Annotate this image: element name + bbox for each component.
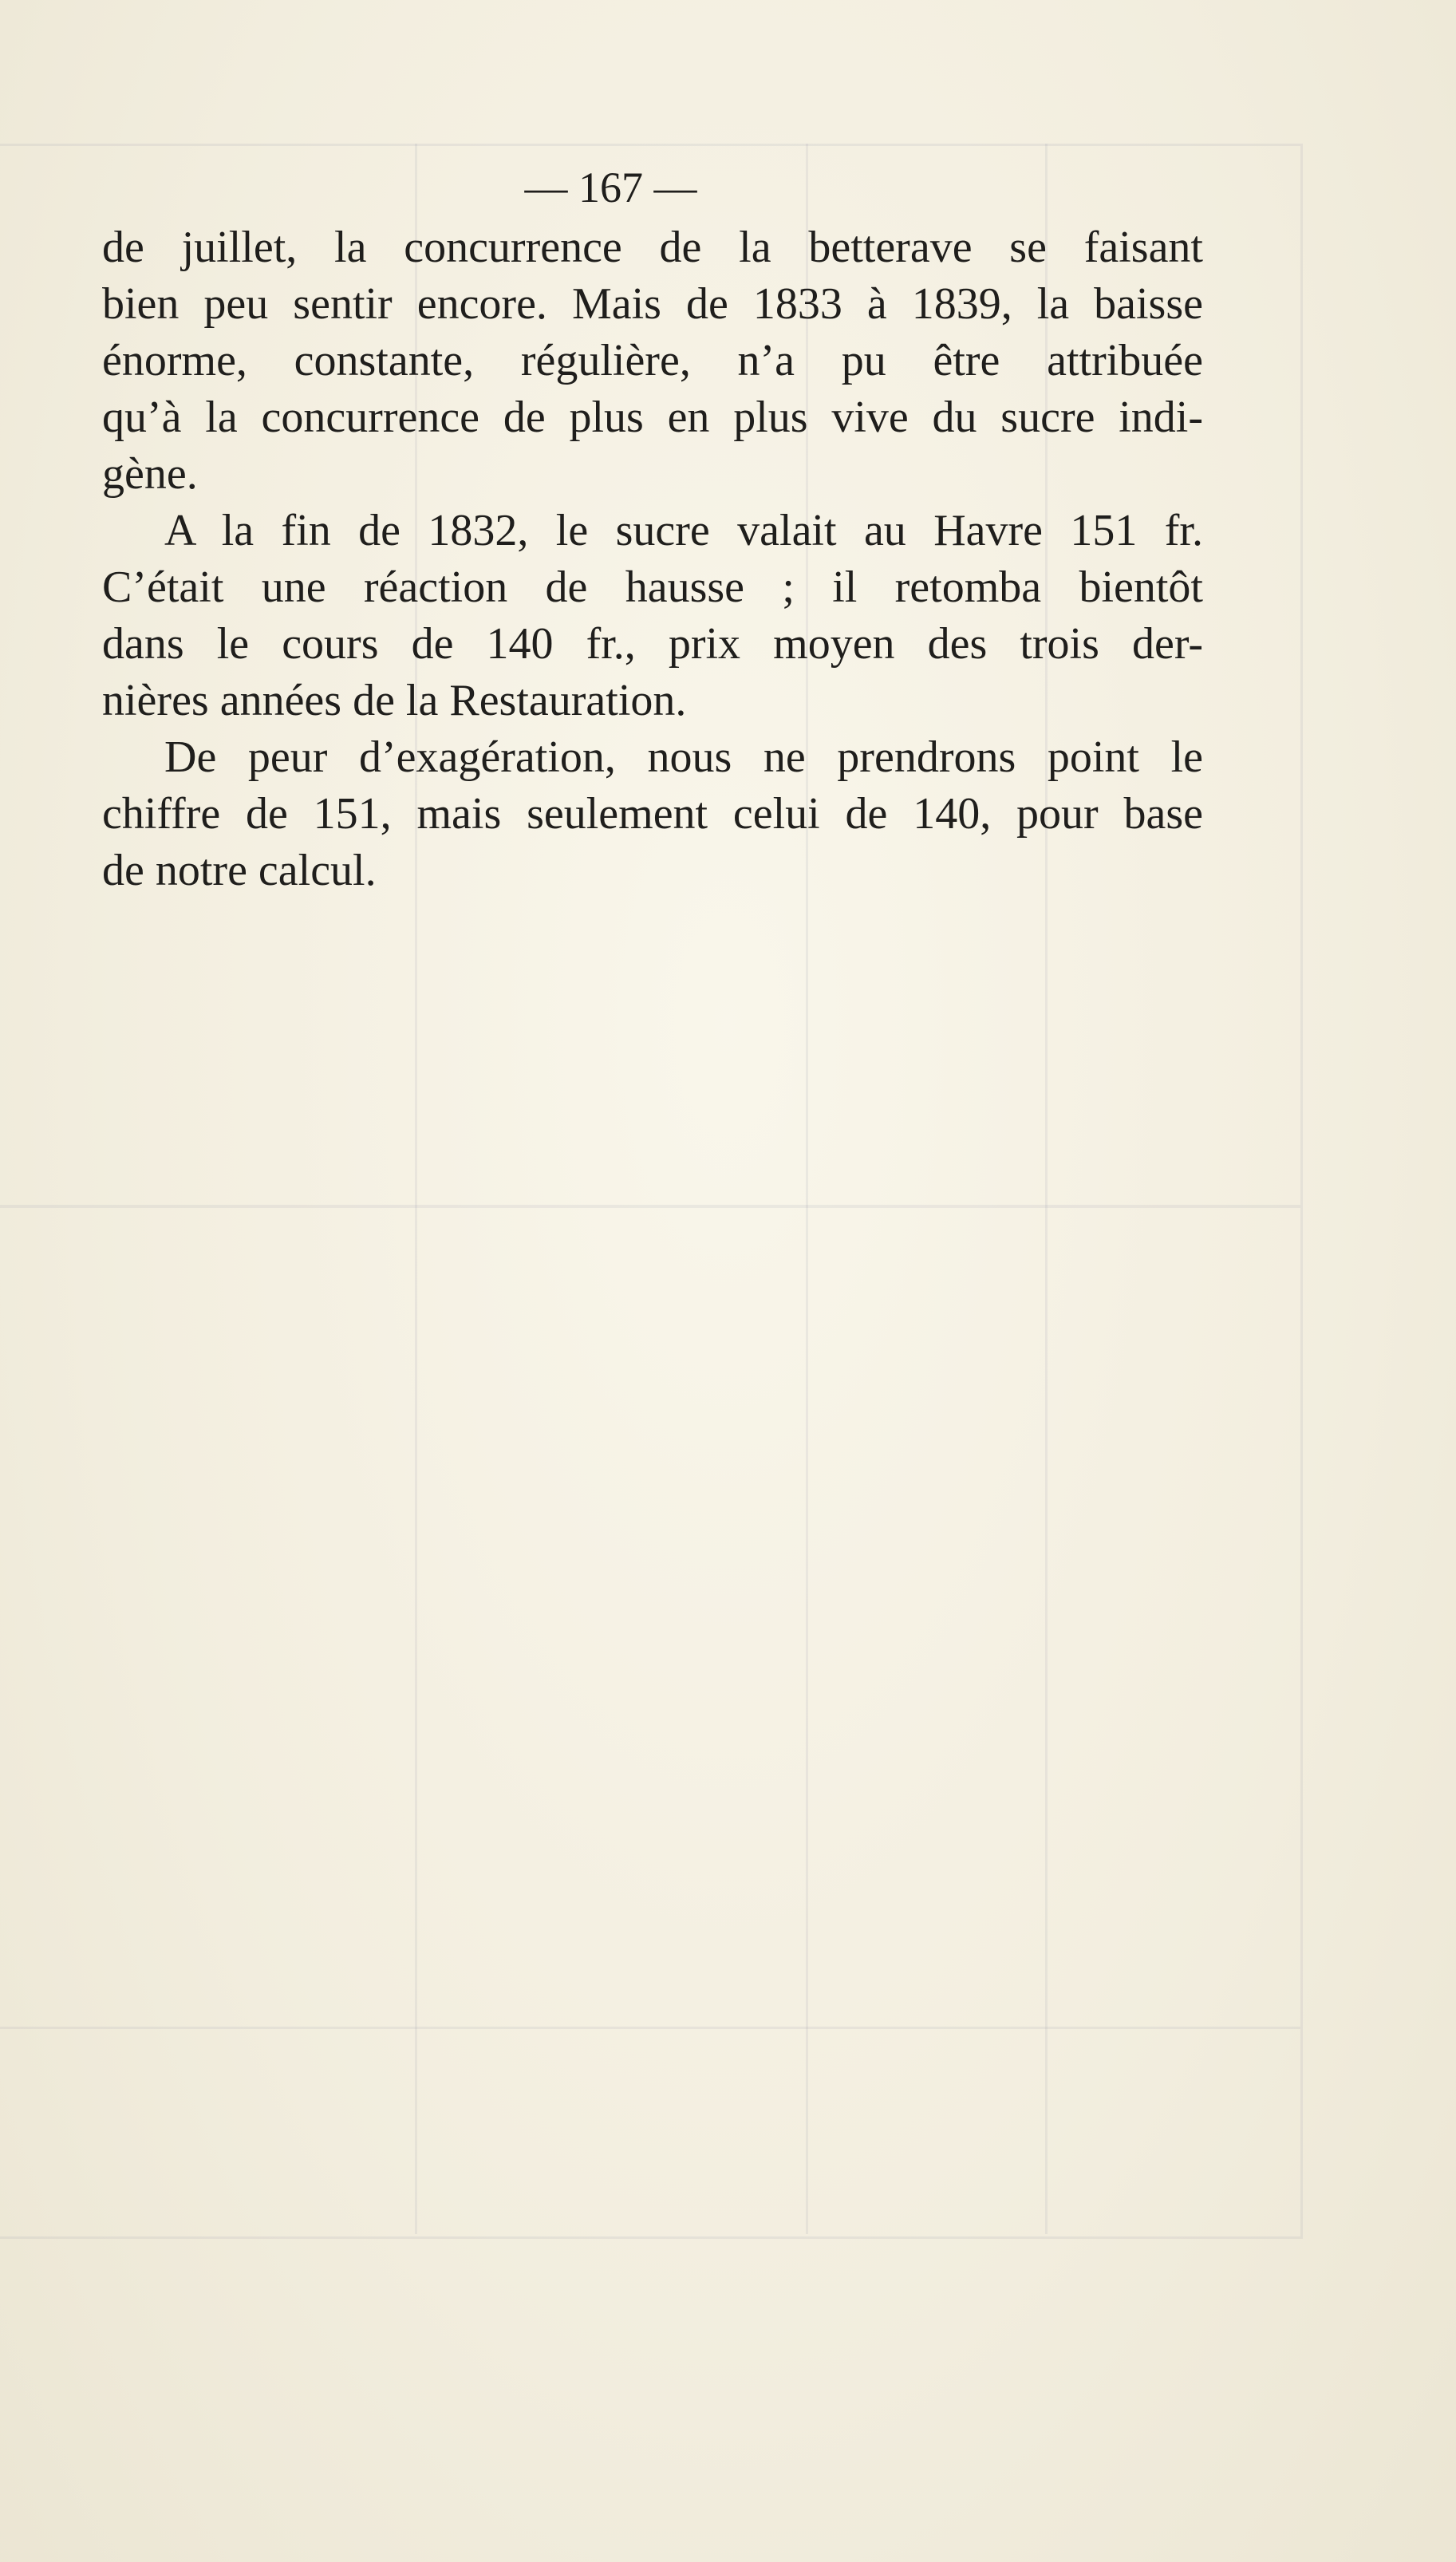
paragraph-3 [102, 729, 1203, 899]
text-line: bien peu sentir encore. Mais de 1833 à 1839, la baisse [102, 279, 1203, 329]
text-line: A la fin de 1832, le sucre valait au Havre 151 fr. [164, 506, 1203, 555]
text-line: de juillet, la concurrence de la betterave se faisant [102, 223, 1203, 272]
page-number: — 167 — [524, 164, 697, 211]
text-line: qu’à la concurrence de plus en plus vive du sucre indi- [102, 393, 1203, 442]
bleed-through-rule [0, 2027, 1300, 2029]
text-line: énorme, constante, régulière, n’a pu être attribuée [102, 336, 1203, 385]
text-block [102, 164, 1203, 899]
text-line: chiffre de 151, mais seulement celui de 140, pour base [102, 789, 1203, 839]
text-line: nières années de la Restauration. [102, 676, 687, 725]
text-line: gène. [102, 449, 198, 499]
text-line: De peur d’exagération, nous ne prendrons point le [164, 732, 1203, 782]
paragraph-2 [102, 503, 1203, 729]
text-line: de notre calcul. [102, 846, 377, 895]
text-line: C’était une réaction de hausse ; il retomba bientôt [102, 563, 1203, 612]
bleed-through-rule [0, 1205, 1300, 1208]
paragraph-1 [102, 219, 1203, 503]
text-line: dans le cours de 140 fr., prix moyen des trois der- [102, 619, 1203, 669]
